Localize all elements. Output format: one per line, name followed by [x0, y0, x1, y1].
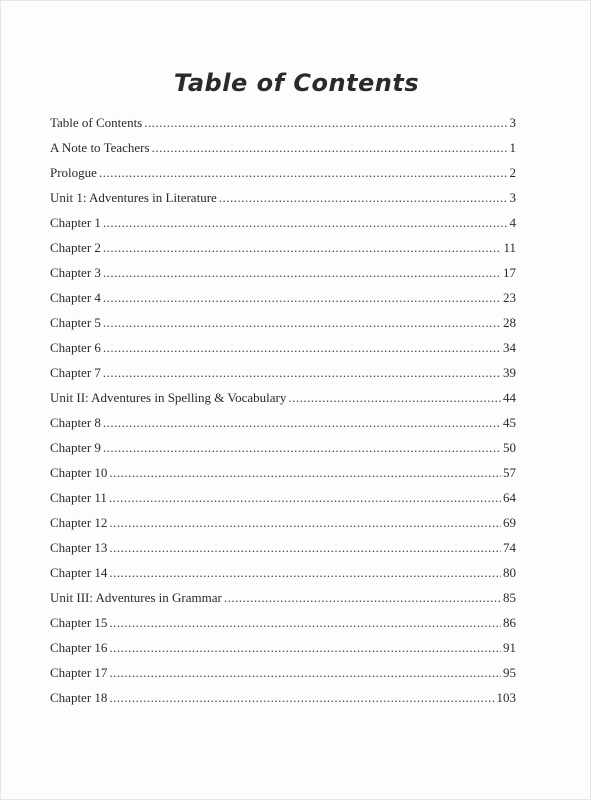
toc-entry — [50, 365, 516, 390]
dot-leader — [109, 615, 501, 631]
toc-entry-page-number: 28 — [503, 315, 516, 330]
toc-entry-label: Chapter 12 — [50, 515, 108, 530]
toc-entry-page-number: 64 — [503, 490, 516, 505]
dot-leader — [103, 340, 501, 356]
toc-entry-page-number: 11 — [503, 240, 516, 255]
toc-entry-label: Unit III: Adventures in Grammar — [50, 590, 222, 605]
toc-list — [50, 115, 516, 715]
toc-entry — [50, 165, 516, 190]
dot-leader — [109, 565, 501, 581]
toc-entry-label: Chapter 14 — [50, 565, 108, 580]
dot-leader — [144, 115, 507, 131]
toc-entry-page-number: 17 — [503, 265, 516, 280]
toc-entry-page-number: 95 — [503, 665, 516, 680]
dot-leader — [288, 390, 501, 406]
toc-entry — [50, 465, 516, 490]
toc-entry — [50, 190, 516, 215]
toc-entry-label: A Note to Teachers — [50, 140, 150, 155]
toc-entry-label: Chapter 4 — [50, 290, 101, 305]
toc-entry-label: Chapter 6 — [50, 340, 101, 355]
toc-entry-page-number: 44 — [503, 390, 516, 405]
toc-entry-label: Unit 1: Adventures in Literature — [50, 190, 217, 205]
toc-entry-page-number: 86 — [503, 615, 516, 630]
toc-entry — [50, 665, 516, 690]
toc-entry-page-number: 3 — [509, 190, 516, 205]
toc-entry-label: Chapter 18 — [50, 690, 108, 705]
toc-entry-label: Unit II: Adventures in Spelling & Vocabulary — [50, 390, 287, 405]
toc-entry-label: Chapter 9 — [50, 440, 101, 455]
toc-entry-page-number: 103 — [496, 690, 516, 705]
toc-entry — [50, 390, 516, 415]
toc-entry-page-number: 45 — [503, 415, 516, 430]
toc-entry-label: Chapter 3 — [50, 265, 101, 280]
toc-entry-label: Chapter 2 — [50, 240, 101, 255]
dot-leader — [103, 440, 501, 456]
toc-entry-label: Chapter 11 — [50, 490, 107, 505]
toc-entry-label: Chapter 16 — [50, 640, 108, 655]
dot-leader — [99, 165, 508, 181]
toc-entry-page-number: 1 — [509, 140, 516, 155]
toc-entry — [50, 340, 516, 365]
toc-entry — [50, 140, 516, 165]
toc-entry — [50, 690, 516, 715]
dot-leader — [109, 640, 501, 656]
dot-leader — [103, 415, 501, 431]
dot-leader — [224, 590, 501, 606]
toc-entry-page-number: 2 — [509, 165, 516, 180]
toc-entry-label: Prologue — [50, 165, 97, 180]
toc-entry-page-number: 74 — [503, 540, 516, 555]
toc-entry-page-number: 39 — [503, 365, 516, 380]
toc-entry-page-number: 80 — [503, 565, 516, 580]
toc-entry — [50, 315, 516, 340]
toc-entry — [50, 640, 516, 665]
dot-leader — [103, 315, 501, 331]
dot-leader — [109, 515, 501, 531]
toc-entry-label: Chapter 7 — [50, 365, 101, 380]
toc-entry — [50, 290, 516, 315]
toc-entry-label: Chapter 10 — [50, 465, 108, 480]
toc-entry — [50, 565, 516, 590]
toc-entry — [50, 515, 516, 540]
dot-leader — [109, 540, 501, 556]
toc-entry — [50, 115, 516, 140]
toc-entry-page-number: 57 — [503, 465, 516, 480]
dot-leader — [103, 265, 501, 281]
dot-leader — [103, 215, 508, 231]
dot-leader — [109, 490, 501, 506]
dot-leader — [219, 190, 508, 206]
page-title: Table of Contents — [173, 69, 420, 97]
toc-entry — [50, 540, 516, 565]
toc-entry-label: Chapter 15 — [50, 615, 108, 630]
dot-leader — [109, 465, 501, 481]
toc-entry-page-number: 4 — [509, 215, 516, 230]
toc-entry-page-number: 85 — [503, 590, 516, 605]
dot-leader — [103, 240, 502, 256]
dot-leader — [103, 290, 501, 306]
toc-entry — [50, 215, 516, 240]
dot-leader — [109, 665, 501, 681]
toc-entry-label: Chapter 17 — [50, 665, 108, 680]
toc-entry-page-number: 50 — [503, 440, 516, 455]
toc-entry-page-number: 23 — [503, 290, 516, 305]
toc-entry-page-number: 34 — [503, 340, 516, 355]
toc-entry-page-number: 91 — [503, 640, 516, 655]
toc-entry — [50, 265, 516, 290]
toc-entry-page-number: 69 — [503, 515, 516, 530]
toc-entry — [50, 490, 516, 515]
toc-entry-page-number: 3 — [509, 115, 516, 130]
toc-entry-label: Chapter 5 — [50, 315, 101, 330]
toc-entry — [50, 615, 516, 640]
toc-entry — [50, 240, 516, 265]
toc-entry — [50, 415, 516, 440]
toc-entry — [50, 440, 516, 465]
dot-leader — [109, 690, 494, 706]
toc-entry — [50, 590, 516, 615]
toc-entry-label: Table of Contents — [50, 115, 143, 130]
dot-leader — [152, 140, 508, 156]
dot-leader — [103, 365, 501, 381]
toc-entry-label: Chapter 13 — [50, 540, 108, 555]
toc-entry-label: Chapter 8 — [50, 415, 101, 430]
toc-entry-label: Chapter 1 — [50, 215, 101, 230]
